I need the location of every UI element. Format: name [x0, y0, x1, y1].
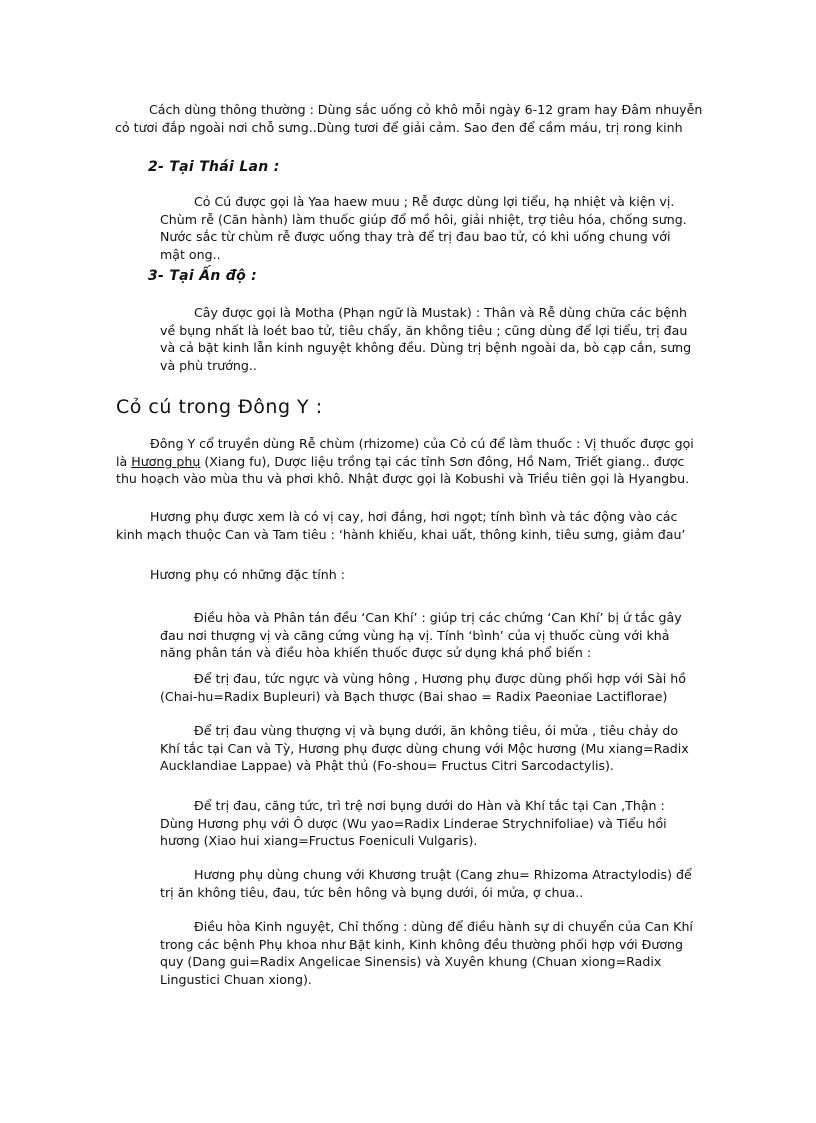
thailand-paragraph: [160, 193, 692, 263]
p1-before: Đông Y cổ truyền dùng Rễ chùm (rhizome) của Cỏ cú để làm thuốc : Vị thuốc được gọi là: [116, 436, 694, 469]
p6-text: Để trị đau vùng thượng vị và bụng dưới, ăn không tiêu, ói mửa , tiêu chảy do Khí tắc tại Can và Tỳ, Hương phụ được dùng chung với Mộc hương (Mu xiang=Radix Aucklandiae Lappae) và Phật thủ (Fo-shou= Fructus Citri Sarcodactylis).: [160, 723, 689, 773]
huong-phu-link[interactable]: Hương phụ: [131, 453, 201, 469]
p2-text: Hương phụ được xem là có vị cay, hơi đắng, hơi ngọt; tính bình và tác động vào các kinh mạch thuộc Can và Tam tiêu : ‘hành khiếu, khai uất, thông kinh, tiêu sưng, giảm đau’: [116, 509, 686, 542]
india-paragraph: [160, 304, 692, 374]
paragraph-6: [160, 722, 700, 775]
intro-paragraph: [115, 101, 710, 136]
section-title: Cỏ cú trong Đông Y :: [116, 396, 323, 418]
paragraph-1: [116, 435, 704, 488]
p9-text: Điều hòa Kinh nguyệt, Chỉ thống : dùng để điều hành sự di chuyển của Can Khí trong các bệnh Phụ khoa như Bặt kinh, Kinh không đều thường phối hợp với Đương quy (Dang gui=Radix Angelicae Sinensis) và Xuyên khung (Chuan xiong=Radix Lingustici Chuan xiong).: [160, 919, 693, 987]
paragraph-8: [160, 866, 700, 901]
paragraph-5: [160, 670, 700, 705]
india-heading: 3- Tại Ấn độ :: [148, 268, 258, 284]
thailand-heading: 2- Tại Thái Lan :: [148, 159, 280, 175]
intro-text: Cách dùng thông thường : Dùng sắc uống cỏ khô mỗi ngày 6-12 gram hay Đâm nhuyễn cỏ tươi đắp ngoài nơi chỗ sưng..Dùng tươi để giải cảm. Sao đen để cầm máu, trị rong kinh: [115, 102, 703, 135]
india-text: Cây được gọi là Motha (Phạn ngữ là Mustak) : Thân và Rễ dùng chữa các bệnh về bụng nhất là loét bao tử, tiêu chẩy, ăn không tiêu ; cũng dùng để lợi tiểu, trị đau và cả bặt kinh lẫn kinh nguyệt không đều. Dùng trị bệnh ngoài da, bò cạp cắn, sưng và phù trướng..: [160, 305, 692, 373]
p8-text: Hương phụ dùng chung với Khương truật (Cang zhu= Rhizoma Atractylodis) để trị ăn không tiêu, đau, tức bên hông và bụng dưới, ói mửa, ợ chua..: [160, 867, 692, 900]
p7-text: Để trị đau, căng tức, trì trệ nơi bụng dưới do Hàn và Khí tắc tại Can ,Thận : Dùng Hương phụ với Ô dược (Wu yao=Radix Linderae Strychnifoliae) và Tiểu hồi hương (Xiao hui xiang=Fructus Foeniculi Vulgaris).: [160, 798, 667, 848]
thailand-text: Cỏ Cú được gọi là Yaa haew muu ; Rễ được dùng lợi tiểu, hạ nhiệt và kiện vị. Chùm rễ (Căn hành) làm thuốc giúp đổ mồ hôi, giải nhiệt, trợ tiêu hóa, chống sưng. Nước sắc từ chùm rễ được uống thay trà để trị đau bao tử, có khi uống chung với mật ong..: [160, 194, 687, 262]
paragraph-4: [160, 609, 700, 662]
paragraph-2: [116, 508, 704, 543]
paragraph-9: [160, 918, 700, 988]
p3-text: Hương phụ có những đặc tính :: [150, 567, 345, 582]
p5-text: Để trị đau, tức ngực và vùng hông , Hương phụ được dùng phối hợp với Sài hồ (Chai-hu=Radix Bupleuri) và Bạch thược (Bai shao = Radix Paeoniae Lactiflorae): [160, 671, 686, 704]
p4-text: Điều hòa và Phân tán đều ‘Can Khí’ : giúp trị các chứng ‘Can Khí’ bị ứ tắc gây đau nơi thượng vị và căng cứng vùng hạ vị. Tính ‘bình’ của vị thuốc cùng với khả năng phân tán và điều hòa khiến thuốc được sử dụng khá phổ biến :: [160, 610, 682, 660]
paragraph-7: [160, 797, 700, 850]
p1-after: (Xiang fu), Dược liệu trồng tại các tỉnh Sơn đông, Hồ Nam, Triết giang.. được thu hoạch vào mùa thu và phơi khô. Nhật được gọi là Kobushi và Triều tiên gọi là Hyangbu.: [116, 453, 690, 486]
paragraph-3: [150, 566, 710, 584]
